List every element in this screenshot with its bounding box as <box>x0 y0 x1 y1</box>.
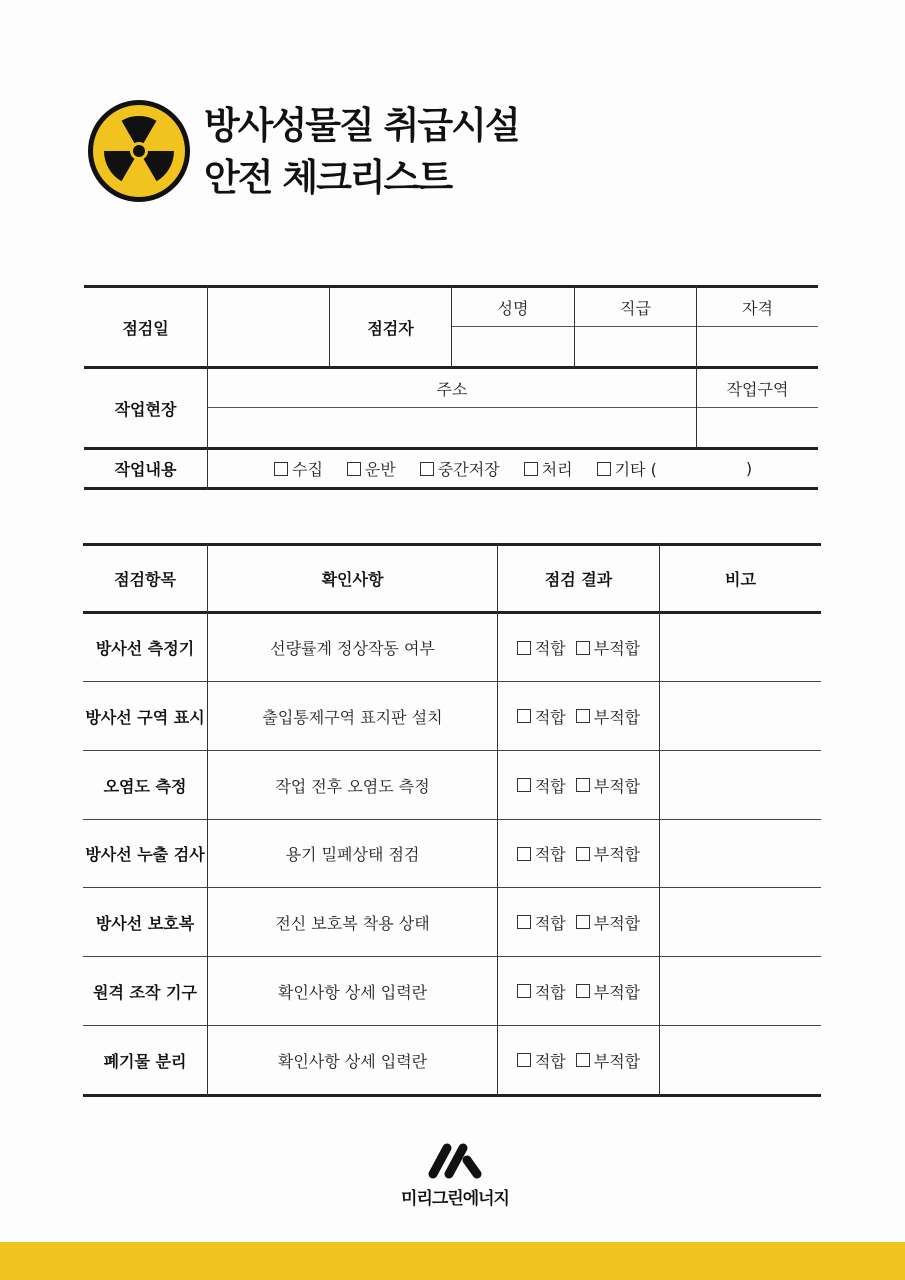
header-remarks: 비고 <box>725 570 756 589</box>
row-item: 오염도 측정 <box>103 776 187 796</box>
row-result: 적합 부적합 <box>498 957 659 1025</box>
radiation-icon <box>86 98 192 204</box>
other-close-paren: ) <box>745 459 753 478</box>
inspector-label: 점검자 <box>367 318 414 338</box>
pass-checkbox[interactable] <box>517 984 531 998</box>
qualification-label: 자격 <box>742 298 773 318</box>
row-item: 방사선 측정기 <box>95 639 195 658</box>
pass-checkbox[interactable] <box>517 1053 531 1067</box>
option-transport[interactable]: 운반 <box>347 457 396 480</box>
row-remark[interactable] <box>660 1026 821 1094</box>
row-remark[interactable] <box>660 888 821 956</box>
row-remark[interactable] <box>660 957 821 1025</box>
inspection-date-label: 점검일 <box>122 318 169 338</box>
option-other[interactable]: 기타 ( <box>597 457 657 480</box>
worksite-label: 작업현장 <box>114 399 177 419</box>
row-result: 적합 부적합 <box>498 614 659 681</box>
pass-checkbox[interactable] <box>517 915 531 929</box>
address-label: 주소 <box>436 379 468 399</box>
brand-name: 미리그린에너지 <box>401 1189 509 1209</box>
checkbox[interactable] <box>347 462 361 476</box>
row-result: 적합 부적합 <box>498 820 659 887</box>
brand-footer <box>380 1140 530 1209</box>
header-result: 점검 결과 <box>544 570 613 589</box>
row-detail: 작업 전후 오염도 측정 <box>275 776 430 796</box>
rank-label: 직급 <box>620 298 651 318</box>
title-line-2: 안전 체크리스트 <box>204 156 452 199</box>
divider <box>84 487 818 490</box>
info-table <box>84 285 818 490</box>
row-result: 적합 부적합 <box>498 682 659 750</box>
fail-checkbox[interactable] <box>576 778 590 792</box>
row-detail: 선량률계 정상작동 여부 <box>270 639 435 658</box>
pass-checkbox[interactable] <box>517 709 531 723</box>
row-remark[interactable] <box>660 820 821 887</box>
pass-checkbox[interactable] <box>517 641 531 655</box>
pass-checkbox[interactable] <box>517 778 531 792</box>
header-inspection-item: 점검항목 <box>114 570 176 589</box>
row-item: 방사선 보호복 <box>95 913 195 933</box>
row-detail: 출입통제구역 표지판 설치 <box>262 707 443 727</box>
row-item: 원격 조작 기구 <box>93 982 197 1002</box>
inspection-date-field[interactable] <box>208 288 329 366</box>
option-interim-storage[interactable]: 중간저장 <box>420 457 500 480</box>
fail-checkbox[interactable] <box>576 847 590 861</box>
brand-logo-icon <box>425 1140 485 1180</box>
work-zone-field[interactable] <box>697 408 818 447</box>
row-detail: 용기 밀폐상태 점검 <box>285 845 420 864</box>
row-detail: 전신 보호복 착용 상태 <box>275 913 430 933</box>
row-result: 적합 부적합 <box>498 1026 659 1094</box>
fail-checkbox[interactable] <box>576 641 590 655</box>
row-result: 적합 부적합 <box>498 751 659 819</box>
header-check-details: 확인사항 <box>321 570 384 589</box>
work-content-options <box>274 450 681 487</box>
work-zone-label: 작업구역 <box>726 379 789 399</box>
row-detail: 확인사항 상세 입력란 <box>277 982 428 1002</box>
checkbox[interactable] <box>274 462 288 476</box>
name-field[interactable] <box>452 327 574 366</box>
fail-checkbox[interactable] <box>576 915 590 929</box>
row-result: 적합 부적합 <box>498 888 659 956</box>
name-label: 성명 <box>497 298 529 318</box>
address-field[interactable] <box>208 408 696 447</box>
row-remark[interactable] <box>660 682 821 750</box>
row-remark[interactable] <box>660 614 821 681</box>
checklist-table <box>83 543 821 1097</box>
row-detail: 확인사항 상세 입력란 <box>277 1051 428 1071</box>
fail-checkbox[interactable] <box>576 984 590 998</box>
bottom-accent-bar <box>0 1242 905 1280</box>
option-collection[interactable]: 수집 <box>274 457 323 480</box>
fail-checkbox[interactable] <box>576 709 590 723</box>
title-line-1: 방사성물질 취급시설 <box>204 104 519 147</box>
checkbox[interactable] <box>597 462 611 476</box>
page-title <box>204 100 519 204</box>
fail-checkbox[interactable] <box>576 1053 590 1067</box>
rank-field[interactable] <box>575 327 696 366</box>
row-item: 방사선 구역 표시 <box>85 707 205 727</box>
row-item: 방사선 누출 검사 <box>85 845 205 864</box>
checkbox[interactable] <box>420 462 434 476</box>
qualification-field[interactable] <box>697 327 818 366</box>
option-treatment[interactable]: 처리 <box>524 457 573 480</box>
checkbox[interactable] <box>524 462 538 476</box>
work-content-label: 작업내용 <box>114 460 177 479</box>
divider <box>83 1094 821 1097</box>
pass-checkbox[interactable] <box>517 847 531 861</box>
row-remark[interactable] <box>660 751 821 819</box>
row-item: 폐기물 분리 <box>103 1051 187 1071</box>
